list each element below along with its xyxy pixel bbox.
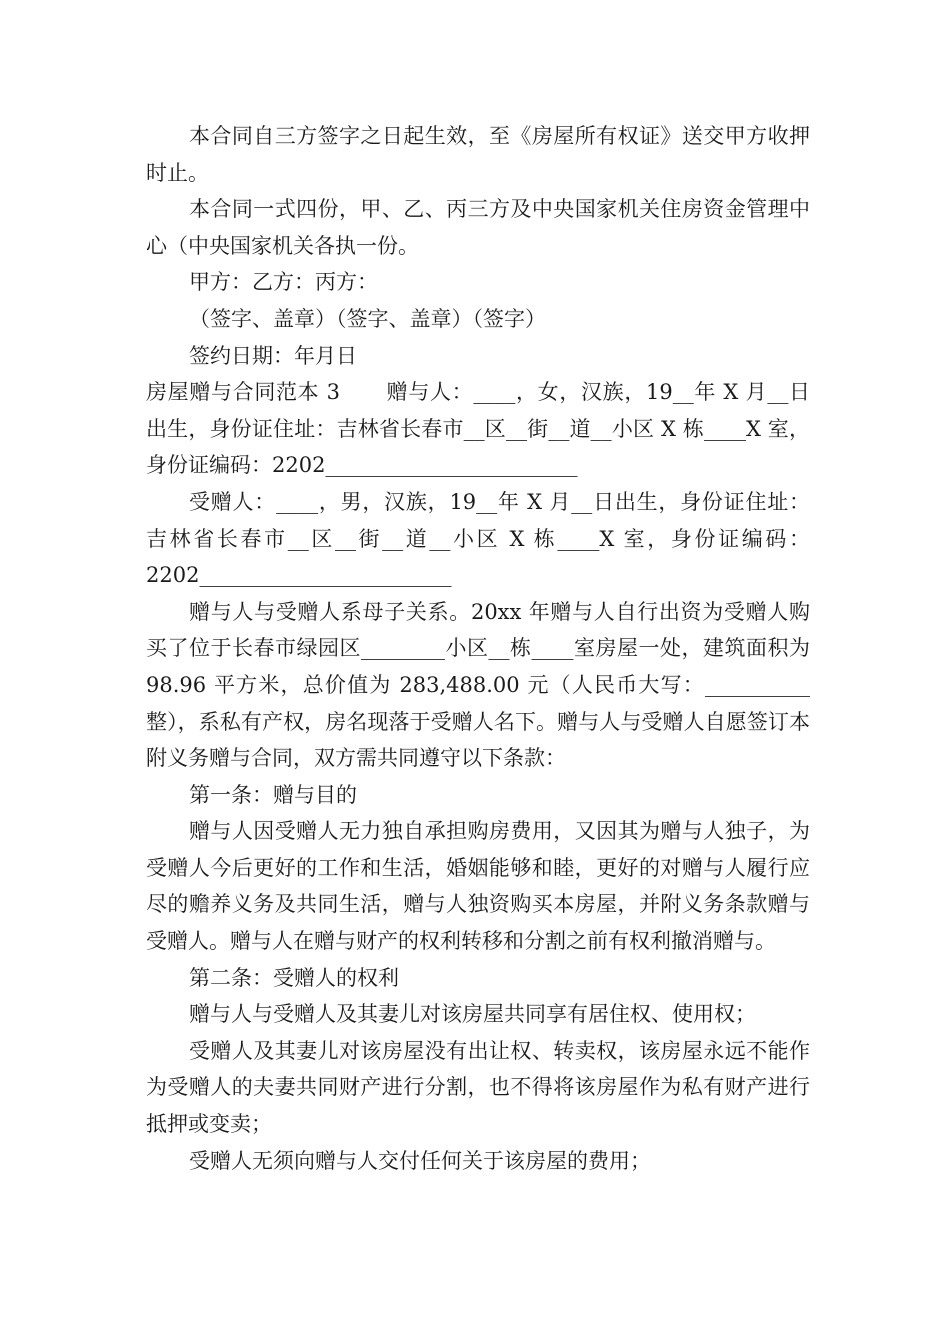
document-body [146, 118, 810, 1179]
paragraph-parties: 甲方：乙方：丙方： [189, 270, 378, 295]
paragraph-donee: 受赠人：____，男，汉族，19__年 X 月__日出生，身份证住址：吉林省长春市__区__街__道__小区 X 栋____X 室，身份证编码：2202________________________ [146, 489, 810, 588]
article-1-heading: 第一条：赠与目的 [189, 782, 357, 807]
paragraph-relationship: 赠与人与受赠人系母子关系。20xx 年赠与人自行出资为受赠人购买了位于长春市绿园区________小区__栋____室房屋一处，建筑面积为 98.96 平方米，总价值为 283,488.00 元（人民币大写：__________整），系私有产权，房名现落于受赠人名下。赠与人与受赠人自愿签订本附义务赠与合同，双方需共同遵守以下条款： [146, 599, 810, 771]
article-2-item-1: 赠与人与受赠人及其妻儿对该房屋共同享有居住权、使用权； [189, 1002, 756, 1027]
article-2-item-3: 受赠人无须向赠与人交付任何关于该房屋的费用； [189, 1148, 651, 1173]
article-2-heading: 第二条：受赠人的权利 [189, 965, 399, 990]
paragraph-sign-date: 签约日期：年月日 [189, 343, 357, 368]
paragraph-effective: 本合同自三方签字之日起生效，至《房屋所有权证》送交甲方收押时止。 [146, 124, 810, 185]
article-2-item-2: 受赠人及其妻儿对该房屋没有出让权、转卖权，该房屋永远不能作为受赠人的夫妻共同财产进行分割，也不得将该房屋作为私有财产进行抵押或变卖； [146, 1038, 810, 1137]
section-title: 房屋赠与合同范本 3 [146, 380, 341, 405]
paragraph-signatures: （签字、盖章）（签字、盖章）（签字） [189, 306, 546, 331]
donor-text: 赠与人：____，女，汉族，19__年 X 月__日出生，身份证住址：吉林省长春市__区__街__道__小区 X 栋____X 室，身份证编码：2202________________________ [146, 380, 810, 478]
paragraph-copies: 本合同一式四份，甲、乙、丙三方及中央国家机关住房资金管理中心（中央国家机关各执一份。 [146, 197, 810, 258]
article-1-body: 赠与人因受赠人无力独自承担购房费用，又因其为赠与人独子，为受赠人今后更好的工作和生活，婚姻能够和睦，更好的对赠与人履行应尽的赡养义务及共同生活，赠与人独资购买本房屋，并附义务条款赠与受赠人。赠与人在赠与财产的权利转移和分割之前有权利撤消赠与。 [146, 819, 810, 954]
paragraph-donor [146, 374, 810, 484]
